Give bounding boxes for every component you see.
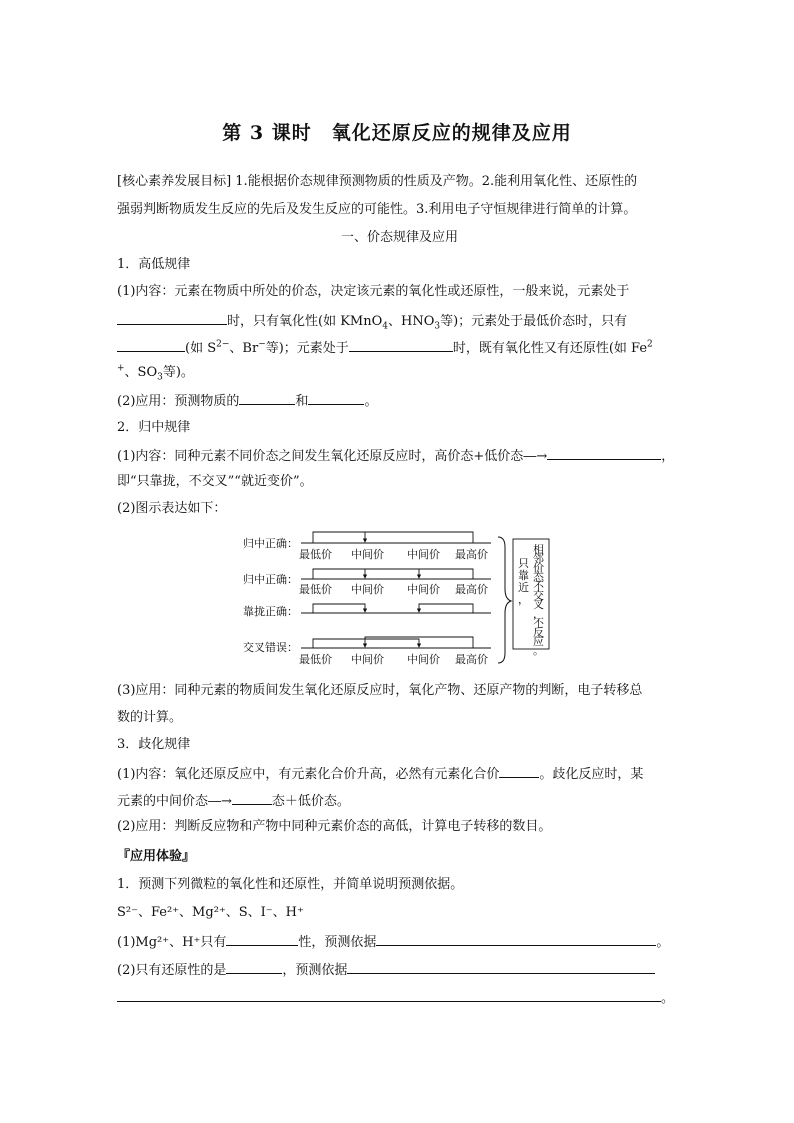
side-note-glyph: 。 bbox=[533, 644, 544, 658]
side-note-glyph: 近 bbox=[518, 581, 529, 594]
arrow-icon: ―→ bbox=[523, 449, 548, 464]
question-1: 1．预测下列微粒的氧化性和还原性，并简单说明预测依据。 bbox=[117, 877, 464, 892]
row-label: 交叉错误： bbox=[243, 641, 298, 654]
side-note-glyph: 不 bbox=[533, 579, 544, 593]
brace bbox=[498, 537, 511, 663]
text: (1)内容：同种元素不同价态之间发生氧化还原反应时，高价态+低价态 bbox=[117, 449, 524, 464]
tick-label: 最高价 bbox=[455, 653, 488, 666]
text: 。歧化反应时，某 bbox=[539, 767, 644, 782]
superscript: + bbox=[117, 363, 125, 374]
side-note bbox=[518, 542, 545, 657]
text: 。 bbox=[364, 394, 378, 409]
text: (2)只有还原性的是 bbox=[117, 963, 227, 978]
text: 、SO bbox=[124, 365, 158, 380]
section-heading: 一、价态规律及应用 bbox=[340, 230, 458, 245]
question-1-2-cont bbox=[117, 988, 682, 1008]
text: (2)应用：预测物质的 bbox=[117, 394, 240, 409]
side-note-glyph: 不 bbox=[533, 616, 544, 630]
goals-label: [核心素养发展目标] bbox=[117, 174, 232, 189]
species-line: S²⁻、Fe²⁺、Mg²⁺、S、I⁻、H⁺ bbox=[117, 905, 304, 920]
rule1-content-1: (1)内容：元素在物质中所处的价态，决定该元素的氧化性或还原性，一般来说，元素处于 bbox=[117, 284, 630, 299]
text: ，预测依据 bbox=[282, 963, 348, 978]
text: 性，预测依据 bbox=[298, 935, 377, 950]
text: 、Br bbox=[229, 341, 259, 356]
fill-blank[interactable] bbox=[117, 988, 661, 1002]
rule1-heading: 1．高低规律 bbox=[117, 257, 191, 272]
experience-heading: 『应用体验』 bbox=[117, 849, 196, 864]
rule3-apply: (2)应用：判断反应物和产物中同种元素价态的高低，计算电子转移的数目。 bbox=[117, 819, 552, 834]
valence-diagram bbox=[243, 527, 553, 673]
rule2-content-2: 即“只靠拢，不交叉”“就近变价”。 bbox=[117, 474, 313, 489]
tick-label: 中间价 bbox=[407, 583, 440, 596]
tick-label: 最低价 bbox=[299, 583, 332, 596]
fill-blank[interactable] bbox=[347, 960, 655, 974]
superscript: − bbox=[258, 339, 266, 350]
fill-blank[interactable] bbox=[117, 311, 227, 325]
rule2-apply-1: (3)应用：同种元素的物质间发生氧化还原反应时，氧化产物、还原产物的判断，电子转移总 bbox=[117, 683, 643, 698]
fill-blank[interactable] bbox=[239, 391, 295, 405]
subscript: 3 bbox=[434, 321, 441, 332]
superscript: 2− bbox=[216, 339, 230, 350]
question-1-2 bbox=[117, 960, 682, 980]
text: 元素的中间价态 bbox=[117, 794, 209, 809]
rule2-heading: 2．归中规律 bbox=[117, 420, 191, 435]
rule1-content-3 bbox=[117, 338, 682, 358]
rule1-apply bbox=[117, 391, 682, 411]
fill-blank[interactable] bbox=[226, 932, 298, 946]
side-note-glyph: 靠 bbox=[518, 569, 529, 582]
page-title: 第 3 课时 氧化还原反应的规律及应用 bbox=[222, 122, 572, 144]
text: 态＋低价态。 bbox=[271, 794, 350, 809]
tick-label: 中间价 bbox=[351, 653, 384, 666]
subscript: 3 bbox=[157, 372, 163, 383]
side-note-glyph: 叉 bbox=[533, 598, 544, 612]
side-note-glyph: ， bbox=[518, 593, 529, 606]
side-note-glyph: 相 bbox=[533, 543, 544, 556]
fill-blank[interactable] bbox=[226, 960, 282, 974]
text: ， bbox=[661, 449, 675, 464]
tick-label: 中间价 bbox=[407, 548, 440, 561]
rule3-content-1 bbox=[117, 764, 682, 784]
rule2-apply-2: 数的计算。 bbox=[117, 710, 183, 725]
arrow-icon: ―→ bbox=[208, 794, 232, 809]
fill-blank[interactable] bbox=[547, 446, 661, 460]
diagram-row-2 bbox=[243, 569, 491, 596]
goals-line-1 bbox=[117, 173, 682, 191]
text: 等)；元素处于 bbox=[265, 341, 349, 356]
text: 和 bbox=[295, 394, 309, 409]
row-label: 归中正确： bbox=[243, 573, 298, 586]
superscript: 2 bbox=[647, 339, 653, 350]
tick-label: 中间价 bbox=[351, 583, 384, 596]
fill-blank[interactable] bbox=[232, 791, 272, 805]
subscript: 4 bbox=[382, 321, 388, 332]
diagram-row-1 bbox=[243, 532, 491, 561]
rule1-content-2 bbox=[117, 311, 682, 331]
fill-blank[interactable] bbox=[117, 338, 185, 352]
rule1-content-4 bbox=[117, 364, 682, 382]
rule3-heading: 3．歧化规律 bbox=[117, 737, 191, 752]
side-note-glyph: 应 bbox=[533, 635, 544, 648]
fill-blank[interactable] bbox=[308, 391, 364, 405]
goals-text: 1.能根据价态规律预测物质的性质及产物。2.能利用氧化性、还原性的 bbox=[231, 174, 638, 189]
text: 、HNO bbox=[388, 314, 435, 329]
tick-label: 最低价 bbox=[299, 653, 332, 666]
text: 。 bbox=[661, 991, 675, 1006]
question-1-1 bbox=[117, 932, 682, 952]
side-note-glyph: 交 bbox=[533, 589, 544, 602]
text: (如 S bbox=[185, 341, 217, 356]
fill-blank[interactable] bbox=[349, 338, 453, 352]
text: 等)。 bbox=[162, 365, 194, 380]
diagram-row-3 bbox=[243, 604, 491, 618]
rule2-content-1 bbox=[117, 446, 682, 466]
side-note-glyph: 只 bbox=[518, 557, 529, 570]
fill-blank[interactable] bbox=[499, 764, 539, 778]
side-note-glyph: 反 bbox=[533, 625, 544, 639]
tick-label: 最低价 bbox=[299, 548, 332, 561]
text: 时，既有氧化性又有还原性(如 Fe bbox=[452, 341, 648, 356]
text: (1)Mg²⁺、H⁺只有 bbox=[117, 935, 227, 950]
side-note-glyph: 态 bbox=[533, 570, 544, 584]
text: 。 bbox=[656, 935, 670, 950]
goals-line-2: 强弱判断物质发生反应的先后及发生反应的可能性。3.利用电子守恒规律进行简单的计算。 bbox=[117, 202, 637, 217]
side-note-glyph: 价 bbox=[533, 561, 544, 575]
rule2-diagram-intro: (2)图示表达如下： bbox=[117, 501, 227, 516]
diagram-row-4 bbox=[243, 637, 491, 666]
rule3-content-2 bbox=[117, 791, 682, 811]
text: 时，只有氧化性(如 KMnO bbox=[227, 314, 383, 329]
side-note-glyph: 邻 bbox=[533, 552, 544, 566]
tick-label: 中间价 bbox=[351, 548, 384, 561]
row-label: 归中正确： bbox=[243, 537, 298, 550]
tick-label: 最高价 bbox=[455, 548, 488, 561]
fill-blank[interactable] bbox=[376, 932, 656, 946]
text: 等)；元素处于最低价态时，只有 bbox=[440, 314, 628, 329]
tick-label: 最高价 bbox=[455, 583, 488, 596]
row-label: 靠拢正确： bbox=[243, 605, 298, 618]
side-note-glyph: ， bbox=[533, 607, 544, 621]
text: (1)内容：氧化还原反应中，有元素化合价升高，必然有元素化合价 bbox=[117, 767, 500, 782]
tick-label: 中间价 bbox=[407, 653, 440, 666]
